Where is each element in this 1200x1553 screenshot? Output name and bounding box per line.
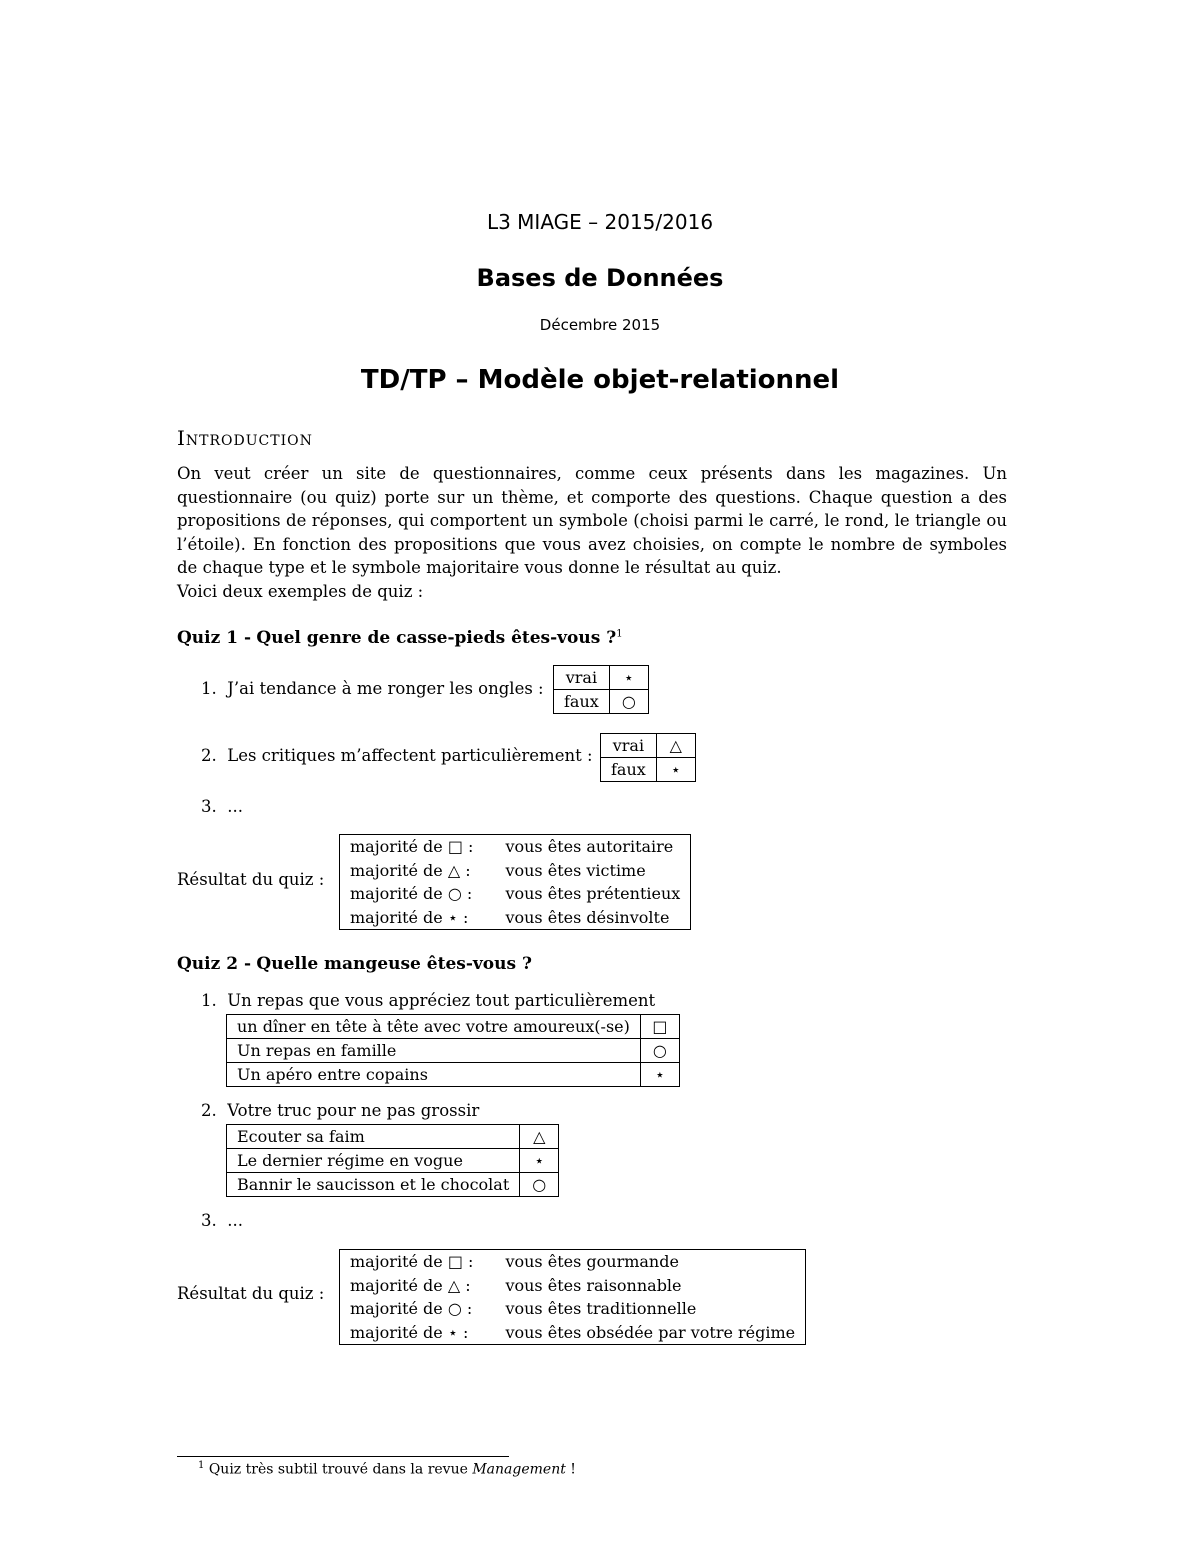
answer-row	[227, 1149, 559, 1173]
question-text: J’ai tendance à me ronger les ongles :	[227, 679, 544, 698]
result-text: vous êtes gourmande	[505, 1252, 679, 1272]
quiz1-label: Quiz 1 -	[177, 628, 252, 648]
quiz1-results-table	[339, 834, 691, 930]
document-date: Décembre 2015	[539, 316, 661, 334]
document-title: Bases de Données	[476, 264, 724, 292]
result-row	[340, 1321, 806, 1345]
footnote-rule	[177, 1456, 509, 1457]
quiz1-result-label: Résultat du quiz :	[177, 870, 325, 889]
result-row	[340, 1274, 806, 1298]
question-number: 2.	[201, 1101, 217, 1120]
answer-row	[601, 734, 696, 758]
result-majority: majorité de △ :	[350, 1275, 471, 1295]
intro-text	[177, 462, 1007, 604]
quiz2-label: Quiz 2 -	[177, 954, 252, 974]
result-row	[340, 906, 691, 930]
section-title-introduction: Introduction	[177, 426, 313, 450]
result-majority: majorité de ○ :	[350, 884, 473, 904]
quiz2-question-2	[201, 1101, 479, 1120]
star-icon: ⋆	[656, 758, 695, 782]
star-icon: ⋆	[640, 1063, 679, 1087]
question-text: ...	[227, 1211, 243, 1230]
answer-label: Ecouter sa faim	[227, 1125, 520, 1149]
result-text: vous êtes victime	[505, 860, 646, 880]
result-row	[340, 882, 691, 906]
result-majority: majorité de □ :	[350, 837, 474, 857]
star-icon: ⋆	[520, 1149, 559, 1173]
quiz1-heading	[177, 628, 623, 648]
result-text: vous êtes traditionnelle	[505, 1299, 697, 1319]
answer-row	[554, 690, 649, 714]
circle-icon: ○	[520, 1173, 559, 1197]
quiz1-question-1	[201, 679, 544, 698]
page-title: TD/TP – Modèle objet-relationnel	[360, 365, 840, 395]
question-text: Votre truc pour ne pas grossir	[227, 1101, 480, 1120]
quiz1-question-2	[201, 746, 593, 765]
quiz2-results-table	[339, 1249, 806, 1345]
star-icon: ⋆	[609, 666, 648, 690]
course-header: L3 MIAGE – 2015/2016	[486, 210, 714, 234]
result-row	[340, 1250, 806, 1274]
question-text: Un repas que vous appréciez tout particulièrement	[227, 991, 656, 1010]
quiz1-q1-answers	[553, 665, 649, 714]
result-text: vous êtes désinvolte	[505, 907, 670, 927]
quiz2-question-1	[201, 991, 655, 1010]
footnote	[198, 1460, 576, 1478]
answer-row	[601, 758, 696, 782]
result-row	[340, 1297, 806, 1321]
quiz2-title: Quelle mangeuse êtes-vous ?	[256, 954, 532, 974]
answer-row	[227, 1063, 680, 1087]
result-text: vous êtes prétentieux	[505, 884, 681, 904]
question-number: 1.	[201, 991, 217, 1010]
question-text: Les critiques m’affectent particulièrement :	[227, 746, 593, 765]
answer-label: Le dernier régime en vogue	[227, 1149, 520, 1173]
result-majority: majorité de △ :	[350, 860, 471, 880]
quiz1-title: Quel genre de casse-pieds êtes-vous ?	[256, 628, 617, 648]
circle-icon: ○	[640, 1039, 679, 1063]
result-row	[340, 835, 691, 859]
triangle-icon: △	[520, 1125, 559, 1149]
result-text: vous êtes obsédée par votre régime	[505, 1322, 796, 1342]
answer-label: vrai	[601, 734, 657, 758]
footnote-source: Management	[472, 1461, 566, 1478]
result-majority: majorité de ○ :	[350, 1299, 473, 1319]
question-number: 3.	[201, 1211, 217, 1230]
quiz1-q2-answers	[600, 733, 696, 782]
result-majority: majorité de □ :	[350, 1252, 474, 1272]
answer-label: Un apéro entre copains	[227, 1063, 641, 1087]
answer-label: un dîner en tête à tête avec votre amoureux(-se)	[227, 1015, 641, 1039]
footnote-ref: 1	[616, 628, 623, 640]
answer-label: Un repas en famille	[227, 1039, 641, 1063]
quiz2-q2-answers	[226, 1124, 559, 1197]
question-number: 3.	[201, 797, 217, 816]
footnote-mark: 1	[198, 1460, 205, 1471]
answer-row	[227, 1039, 680, 1063]
answer-row	[227, 1015, 680, 1039]
footnote-end: !	[570, 1461, 576, 1478]
circle-icon: ○	[609, 690, 648, 714]
result-majority: majorité de ⋆ :	[350, 1322, 469, 1342]
quiz2-result-label: Résultat du quiz :	[177, 1284, 325, 1303]
answer-label: faux	[601, 758, 657, 782]
quiz2-heading	[177, 954, 532, 974]
result-majority: majorité de ⋆ :	[350, 907, 469, 927]
square-icon: □	[640, 1015, 679, 1039]
footnote-text: Quiz très subtil trouvé dans la revue	[208, 1461, 468, 1478]
answer-label: faux	[554, 690, 610, 714]
question-number: 1.	[201, 679, 217, 698]
intro-examples-line: Voici deux exemples de quiz :	[177, 581, 424, 601]
question-text: ...	[227, 797, 243, 816]
result-text: vous êtes autoritaire	[505, 837, 674, 857]
intro-paragraph: On veut créer un site de questionnaires, comme ceux présents dans les magazines. Un questionnaire (ou quiz) porte sur un thème, et comporte des questions. Chaque question a des propositions de réponses, qui comportent un symbole (choisi parmi le carré, le rond, le triangle ou l’étoile). En fonction des propositions que vous avez choisies, on compte le nombre de symboles de chaque type et le symbole majoritaire vous donne le résultat au quiz.	[177, 464, 1007, 578]
result-text: vous êtes raisonnable	[505, 1275, 682, 1295]
question-number: 2.	[201, 746, 217, 765]
quiz1-question-3	[201, 797, 243, 816]
triangle-icon: △	[656, 734, 695, 758]
answer-row	[554, 666, 649, 690]
quiz2-q1-answers	[226, 1014, 680, 1087]
answer-label: vrai	[554, 666, 610, 690]
answer-label: Bannir le saucisson et le chocolat	[227, 1173, 520, 1197]
answer-row	[227, 1125, 559, 1149]
answer-row	[227, 1173, 559, 1197]
quiz2-question-3	[201, 1211, 243, 1230]
result-row	[340, 859, 691, 883]
